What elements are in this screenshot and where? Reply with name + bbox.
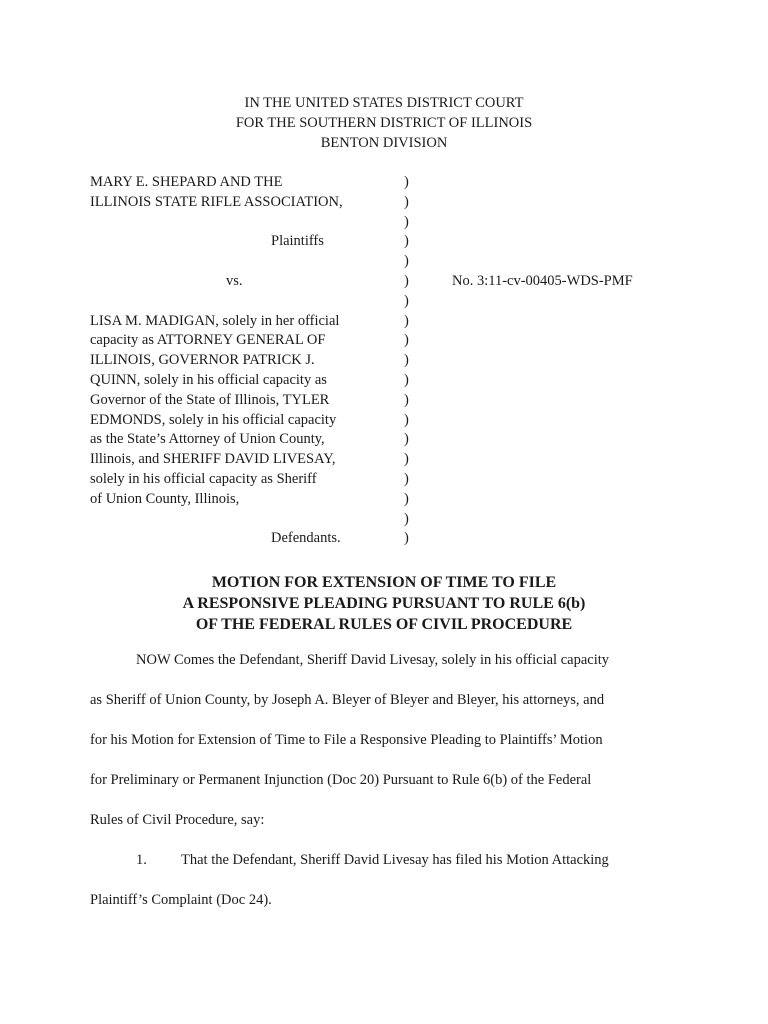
caption-row (90, 232, 710, 252)
caption-row (90, 173, 710, 193)
caption-row (90, 411, 710, 431)
caption-paren: ) (404, 490, 409, 507)
versus-label: vs. (226, 272, 243, 289)
defendant-name-line: Governor of the State of Illinois, TYLER (90, 391, 330, 408)
caption-paren: ) (404, 312, 409, 329)
plaintiff-name-line: MARY E. SHEPARD AND THE (90, 174, 283, 190)
caption-paren: ) (404, 332, 409, 349)
district-line: FOR THE SOUTHERN DISTRICT OF ILLINOIS (235, 114, 533, 131)
plaintiffs-label: Plaintiffs (271, 233, 324, 250)
body-line: for his Motion for Extension of Time to File a Responsive Pleading to Plaintiffs’ Motion (90, 732, 603, 748)
caption-row (90, 252, 710, 272)
caption-row (90, 391, 710, 411)
caption-paren: ) (404, 391, 409, 408)
body-line: That the Defendant, Sheriff David Livesay has filed his Motion Attacking (181, 852, 609, 868)
caption-row (90, 470, 710, 490)
plaintiff-name-line: ILLINOIS STATE RIFLE ASSOCIATION, (90, 193, 343, 210)
caption-paren: ) (404, 233, 409, 250)
defendant-name-line: LISA M. MADIGAN, solely in her official (90, 312, 340, 329)
defendant-name-line: QUINN, solely in his official capacity as (90, 371, 327, 388)
caption-row (90, 529, 710, 549)
court-name-line: IN THE UNITED STATES DISTRICT COURT (244, 95, 524, 111)
caption-row (90, 213, 710, 233)
defendant-name-line: Illinois, and SHERIFF DAVID LIVESAY, (90, 451, 336, 468)
defendant-name-line: EDMONDS, solely in his official capacity (90, 411, 337, 428)
caption-row (90, 272, 710, 292)
caption-paren: ) (404, 174, 409, 190)
item-number: 1. (136, 852, 147, 868)
caption-paren: ) (404, 371, 409, 388)
caption-row (90, 450, 710, 470)
caption-paren: ) (404, 193, 409, 210)
caption-row (90, 292, 710, 312)
caption-row (90, 351, 710, 371)
caption-paren: ) (404, 530, 409, 547)
caption-paren: ) (404, 411, 409, 428)
court-header (0, 94, 768, 153)
caption-row (90, 430, 710, 450)
defendants-label: Defendants. (271, 530, 341, 547)
caption-paren: ) (404, 292, 409, 309)
caption-row (90, 193, 710, 213)
defendant-name-line: as the State’s Attorney of Union County, (90, 431, 325, 448)
motion-title (0, 572, 768, 635)
caption-row (90, 331, 710, 351)
body-line: Rules of Civil Procedure, say: (90, 812, 265, 828)
body-line: for Preliminary or Permanent Injunction (Doc 20) Pursuant to Rule 6(b) of the Federal (90, 772, 592, 788)
body-line: as Sheriff of Union County, by Joseph A. Bleyer of Bleyer and Bleyer, his attorneys, and (90, 692, 605, 708)
motion-title-line: OF THE FEDERAL RULES OF CIVIL PROCEDURE (195, 616, 573, 633)
defendant-name-line: of Union County, Illinois, (90, 490, 240, 507)
motion-title-line: MOTION FOR EXTENSION OF TIME TO FILE (211, 574, 557, 591)
caption-paren: ) (404, 253, 409, 270)
caption-row (90, 312, 710, 332)
caption-paren: ) (404, 352, 409, 369)
motion-title-line: A RESPONSIVE PLEADING PURSUANT TO RULE 6(b) (182, 595, 586, 612)
caption-paren: ) (404, 470, 409, 487)
body-line: Plaintiff’s Complaint (Doc 24). (90, 892, 272, 908)
caption-paren: ) (404, 451, 409, 468)
defendant-name-line: capacity as ATTORNEY GENERAL OF (90, 332, 326, 349)
defendant-name-line: solely in his official capacity as Sheriff (90, 470, 317, 487)
body-line: NOW Comes the Defendant, Sheriff David Livesay, solely in his official capacity (136, 652, 610, 668)
caption-row (90, 490, 710, 510)
caption-paren: ) (404, 213, 409, 230)
case-number: No. 3:11-cv-00405-WDS-PMF (452, 272, 633, 289)
caption-paren: ) (404, 510, 409, 527)
caption-paren: ) (404, 272, 409, 289)
case-caption (90, 173, 710, 549)
caption-row (90, 510, 710, 530)
caption-row (90, 371, 710, 391)
division-line: BENTON DIVISION (320, 134, 448, 151)
caption-paren: ) (404, 431, 409, 448)
defendant-name-line: ILLINOIS, GOVERNOR PATRICK J. (90, 352, 315, 369)
